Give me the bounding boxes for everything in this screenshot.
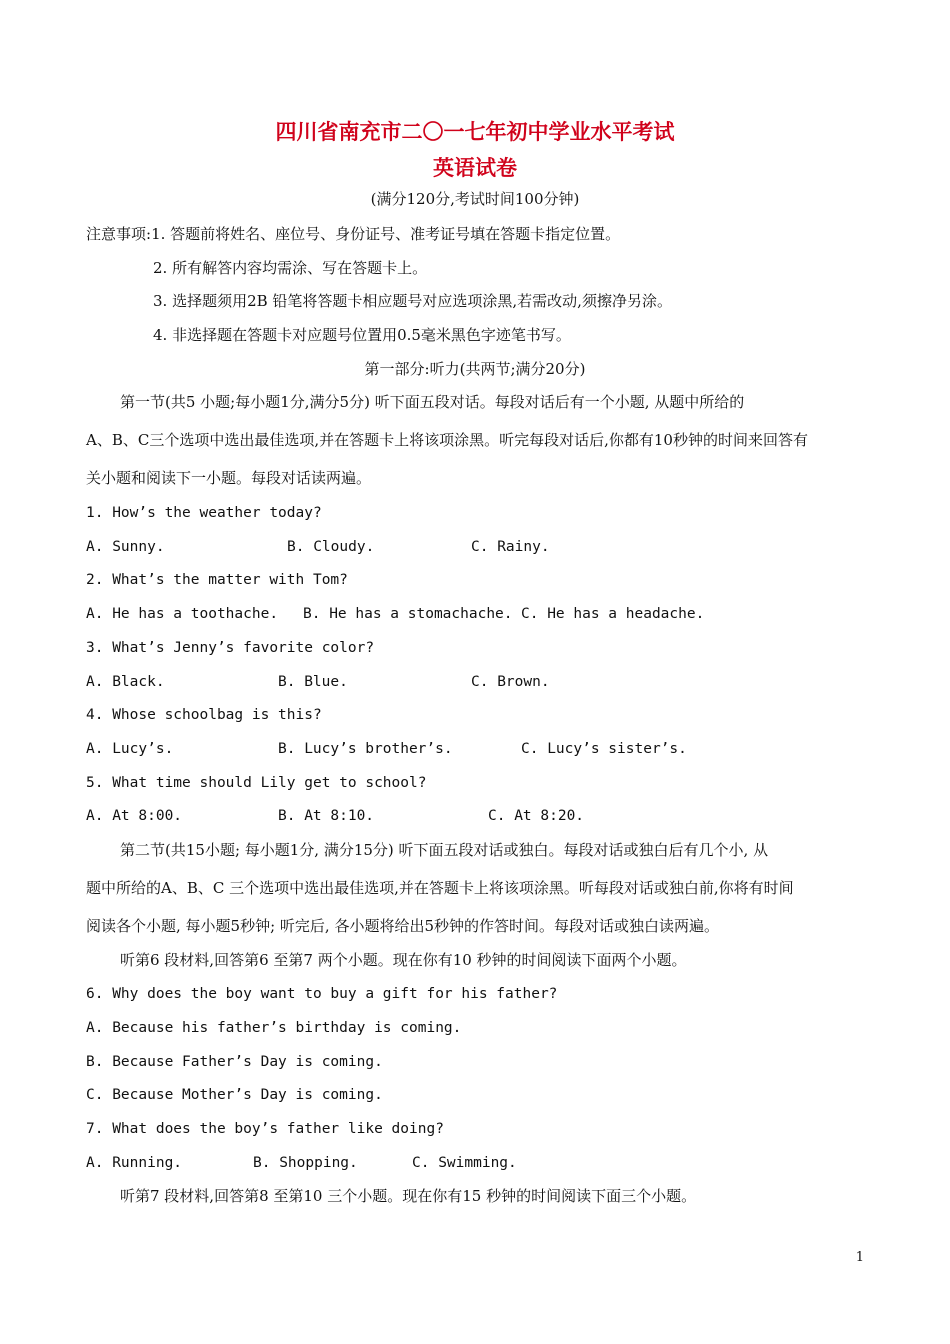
note-item: 1. 答题前将姓名、座位号、身份证号、准考证号填在答题卡指定位置。 [151, 225, 621, 243]
option-b: B. At 8:10. [278, 808, 375, 824]
notes-line-1 [86, 225, 620, 243]
material-7-instruction: 听第7 段材料,回答第8 至第10 三个小题。现在你有15 秒钟的时间阅读下面三个小题。 [120, 1187, 697, 1205]
question-5: 5. What time should Lily get to school? [86, 775, 427, 791]
page-number: 1 [855, 1250, 864, 1265]
section2-intro: 阅读各个小题, 每小题5秒钟; 听完后, 各小题将给出5秒钟的作答时间。每段对话或独白读两遍。 [86, 917, 719, 935]
option-b: B. Shopping. [253, 1155, 358, 1171]
option-b: B. He has a stomachache. [303, 606, 513, 622]
option-c: C. Because Mother’s Day is coming. [86, 1087, 383, 1103]
note-item: 2. 所有解答内容均需涂、写在答题卡上。 [153, 259, 428, 277]
section1-intro: 第一节(共5 小题;每小题1分,满分5分) 听下面五段对话。每段对话后有一个小题, 从题中所给的 [120, 393, 745, 411]
section1-intro: 关小题和阅读下一小题。每段对话读两遍。 [86, 469, 372, 487]
section2-intro: 第二节(共15小题; 每小题1分, 满分15分) 听下面五段对话或独白。每段对话或独白后有几个小, 从 [120, 841, 769, 859]
material-6-instruction: 听第6 段材料,回答第6 至第7 两个小题。现在你有10 秒钟的时间阅读下面两个小题。 [120, 951, 687, 969]
section1-intro: A、B、C三个选项中选出最佳选项,并在答题卡上将该项涂黑。听完每段对话后,你都有10秒钟的时间来回答有 [86, 431, 808, 449]
option-a: A. Lucy’s. [86, 741, 174, 757]
note-item: 4. 非选择题在答题卡对应题号位置用0.5毫米黑色字迹笔书写。 [153, 326, 571, 344]
option-b: B. Cloudy. [287, 539, 375, 555]
option-a: A. At 8:00. [86, 808, 183, 824]
option-b: B. Because Father’s Day is coming. [86, 1054, 383, 1070]
score-info: (满分120分,考试时间100分钟) [370, 190, 580, 208]
option-a: A. Because his father’s birthday is coming. [86, 1020, 462, 1036]
option-b: B. Blue. [278, 674, 348, 690]
question-3: 3. What’s Jenny’s favorite color? [86, 640, 375, 656]
question-6: 6. Why does the boy want to buy a gift for his father? [86, 986, 558, 1002]
exam-title: 四川省南充市二〇一七年初中学业水平考试 [275, 119, 675, 144]
option-c: C. Lucy’s sister’s. [521, 741, 687, 757]
option-b: B. Lucy’s brother’s. [278, 741, 453, 757]
option-c: C. At 8:20. [488, 808, 585, 824]
option-c: C. He has a headache. [521, 606, 705, 622]
question-1: 1. How’s the weather today? [86, 505, 322, 521]
option-a: A. Running. [86, 1155, 183, 1171]
option-a: A. Sunny. [86, 539, 165, 555]
option-a: A. Black. [86, 674, 165, 690]
option-a: A. He has a toothache. [86, 606, 279, 622]
exam-subtitle: 英语试卷 [433, 155, 517, 180]
question-4: 4. Whose schoolbag is this? [86, 707, 322, 723]
question-7: 7. What does the boy’s father like doing? [86, 1121, 444, 1137]
section2-intro: 题中所给的A、B、C 三个选项中选出最佳选项,并在答题卡上将该项涂黑。听每段对话或独白前,你将有时间 [86, 879, 794, 897]
option-c: C. Rainy. [471, 539, 550, 555]
notes-prefix: 注意事项: [86, 225, 152, 243]
note-item: 3. 选择题须用2B 铅笔将答题卡相应题号对应选项涂黑,若需改动,须擦净另涂。 [153, 292, 672, 310]
part1-title: 第一部分:听力(共两节;满分20分) [364, 360, 586, 378]
question-2: 2. What’s the matter with Tom? [86, 572, 348, 588]
option-c: C. Swimming. [412, 1155, 517, 1171]
option-c: C. Brown. [471, 674, 550, 690]
